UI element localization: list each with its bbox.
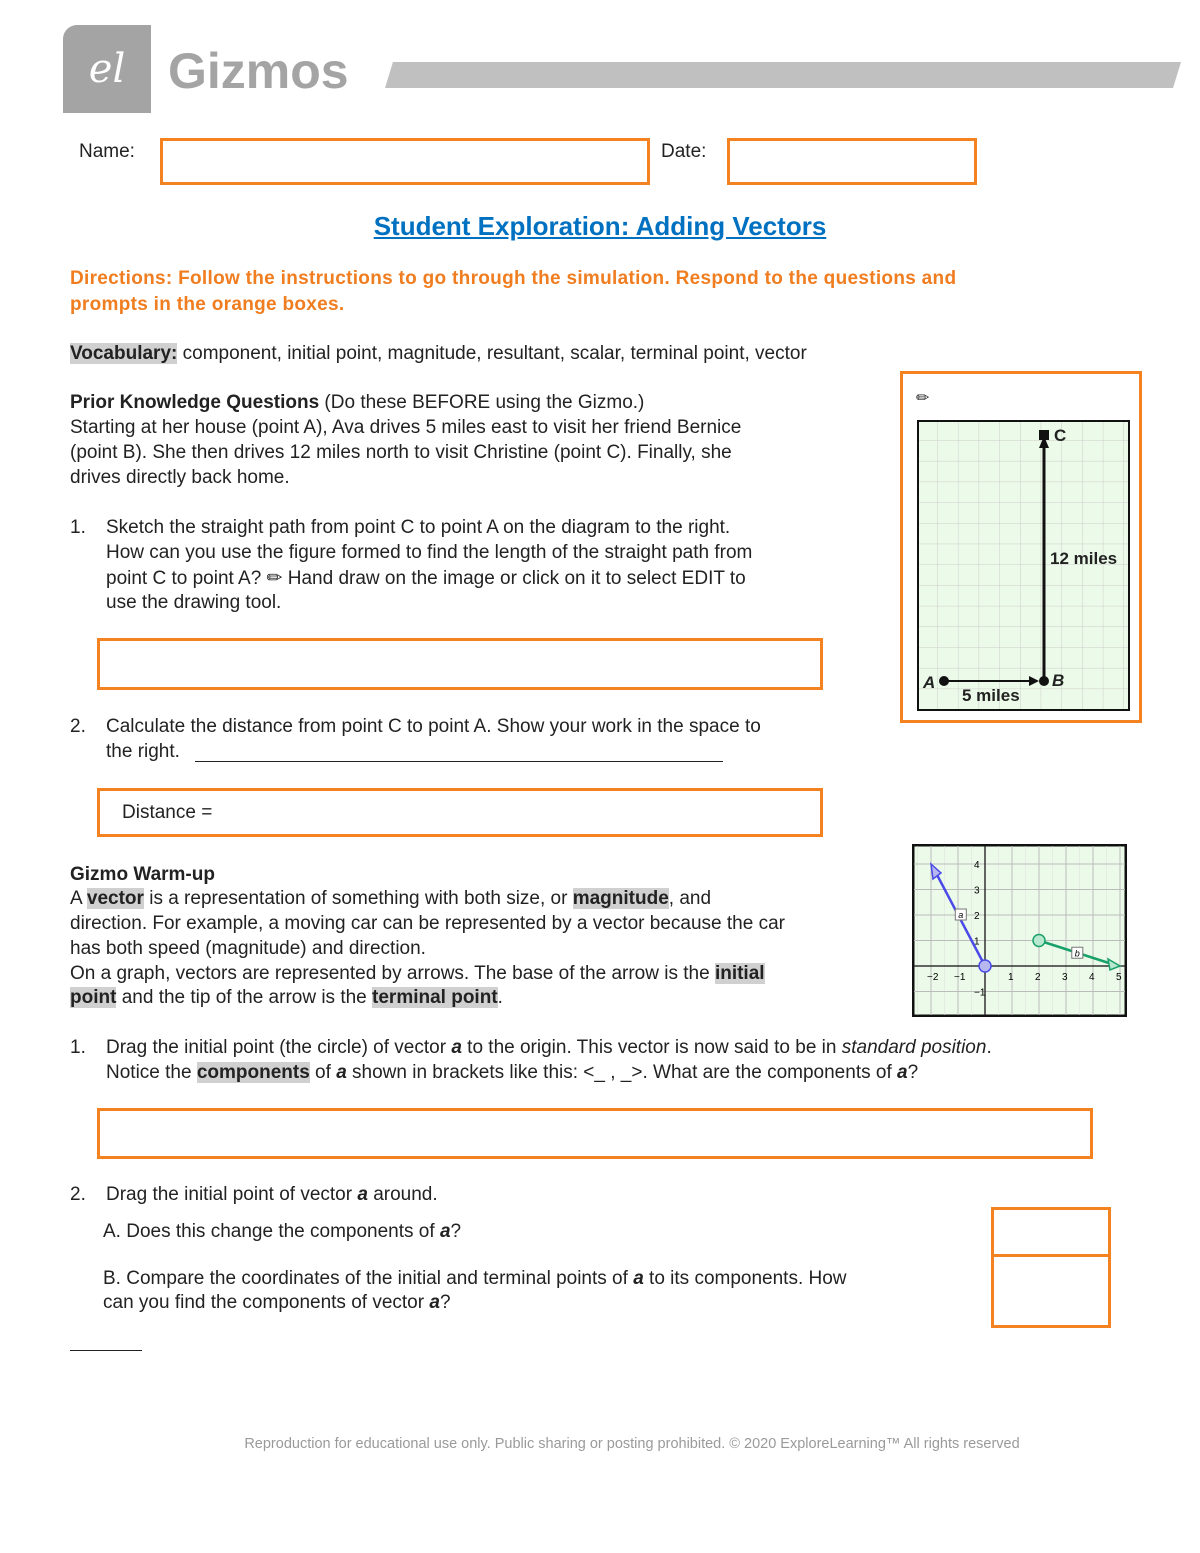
q1-line-4: use the drawing tool.: [106, 592, 282, 613]
warmup-q2b-line-1: [103, 1268, 847, 1290]
x-tick-label: 5: [1116, 972, 1122, 983]
point-a: [939, 676, 949, 686]
label-12-miles: 12 miles: [1050, 549, 1118, 568]
prior-intro-3: drives directly back home.: [70, 467, 290, 488]
heading: Prior Knowledge Questions: [70, 392, 320, 413]
term-magnitude: magnitude: [572, 888, 669, 909]
warmup-q2b-answer-box[interactable]: [991, 1254, 1111, 1328]
date-field[interactable]: [727, 138, 977, 185]
var-a: a: [633, 1268, 644, 1289]
brand-name: Gizmos: [168, 43, 349, 99]
short-rule: [70, 1350, 142, 1351]
term-vector: vector: [86, 888, 144, 909]
x-tick-label: −1: [954, 972, 966, 983]
q2-line-2: the right.: [106, 741, 180, 762]
warmup-p4: [70, 963, 765, 985]
prior-intro-2: (point B). She then drives 12 miles north to visit Christine (point C). Finally, she: [70, 442, 732, 463]
t: and the tip of the arrow is the: [116, 987, 373, 1008]
y-tick-label: 4: [974, 860, 980, 871]
warmup-q2: [106, 1184, 438, 1206]
point-c: [1039, 430, 1049, 440]
var-a: a: [429, 1292, 440, 1313]
x-tick-label: −2: [927, 972, 939, 983]
warmup-p1: [70, 888, 711, 910]
q1-line-1: Sketch the straight path from point C to point A on the diagram to the right.: [106, 517, 731, 538]
graph-frame: [913, 845, 1126, 1016]
t: can you find the components of vector: [103, 1292, 430, 1313]
var-a: a: [439, 1221, 451, 1242]
directions-line-1: Directions: Follow the instructions to go through the simulation. Respond to the questions and: [70, 268, 957, 289]
prior-knowledge-heading: [70, 392, 644, 414]
name-label: Name:: [79, 141, 135, 162]
t: to its components. How: [643, 1268, 847, 1289]
warmup-p3: has both speed (magnitude) and direction.: [70, 938, 426, 959]
logo-mark: el: [63, 25, 151, 113]
x-tick-label: 4: [1089, 972, 1095, 983]
vector-a-label: a: [958, 910, 964, 920]
label-5-miles: 5 miles: [962, 686, 1020, 705]
t: A: [70, 888, 87, 909]
t: around.: [367, 1184, 438, 1205]
t: On a graph, vectors are represented by arrows. The base of the arrow is the: [70, 963, 715, 984]
directions-line-2: prompts in the orange boxes.: [70, 294, 345, 315]
prior-intro-1: Starting at her house (point A), Ava drives 5 miles east to visit her friend Bernice: [70, 417, 742, 438]
diagram-1-box[interactable]: [900, 371, 1142, 723]
var-a: a: [451, 1037, 462, 1058]
warmup-q1-line-2: [106, 1062, 918, 1084]
warmup-p5: [70, 987, 503, 1009]
q2-underline: [195, 761, 723, 762]
t: Drag the initial point (the circle) of vector: [106, 1037, 452, 1058]
term-point: point: [70, 987, 117, 1008]
x-tick-label: 3: [1062, 972, 1068, 983]
page-title[interactable]: [0, 211, 1200, 242]
warmup-q2-number: 2.: [70, 1184, 86, 1205]
q1-answer-box[interactable]: [97, 638, 823, 690]
point-b: [1039, 676, 1049, 686]
warmup-q1-answer-box[interactable]: [97, 1108, 1093, 1159]
heading-note: (Do these BEFORE using the Gizmo.): [319, 392, 645, 413]
q1-number: 1.: [70, 517, 86, 538]
title-link[interactable]: Student Exploration: Adding Vectors: [373, 211, 827, 241]
t: A. Does this change the components of: [103, 1221, 440, 1242]
label-point-b: B: [1052, 671, 1065, 690]
vocabulary: [70, 343, 807, 365]
warmup-q2a: [103, 1221, 461, 1243]
vector-b-initial-point: [1033, 935, 1045, 947]
var-a: a: [336, 1062, 347, 1083]
t: Notice the: [106, 1062, 197, 1083]
t: shown in brackets like this: <_ , _>. What are the components of: [346, 1062, 897, 1083]
var-a: a: [897, 1062, 908, 1083]
warmup-p2: direction. For example, a moving car can be represented by a vector because the car: [70, 913, 785, 934]
warmup-q2a-answer-box[interactable]: [991, 1207, 1111, 1257]
vocabulary-label: Vocabulary:: [70, 343, 178, 364]
x-tick-label: 1: [1008, 972, 1014, 983]
standard-position: standard position: [841, 1037, 987, 1058]
t: of: [309, 1062, 337, 1083]
q1-line-3: point C to point A? ✏ Hand draw on the image or click on it to select EDIT to: [106, 568, 746, 589]
q1-line-2: How can you use the figure formed to find the length of the straight path from: [106, 542, 753, 563]
x-tick-label: 2: [1035, 972, 1041, 983]
t: is a representation of something with both size, or: [143, 888, 573, 909]
t: .: [986, 1037, 992, 1058]
y-tick-label: 3: [974, 885, 980, 897]
q2-line-1: Calculate the distance from point C to point A. Show your work in the space to: [106, 716, 761, 737]
y-tick-label: 2: [974, 911, 980, 922]
term-components: components: [196, 1062, 310, 1083]
t: .: [497, 987, 503, 1008]
date-label: Date:: [661, 141, 707, 162]
vector-b-label: b: [1074, 948, 1080, 959]
y-tick-label: 1: [974, 936, 980, 948]
footer: Reproduction for educational use only. Public sharing or posting prohibited. © 2020 ExploreLearning™ All rights reserved: [244, 1436, 1020, 1452]
t: ?: [439, 1292, 451, 1313]
vector-graph[interactable]: [912, 844, 1127, 1017]
distance-label: Distance =: [122, 802, 213, 823]
y-tick-label: −1: [974, 987, 986, 999]
t: ?: [907, 1062, 919, 1083]
t: B. Compare the coordinates of the initial and terminal points of: [103, 1268, 634, 1289]
label-point-a: A: [923, 673, 936, 692]
vector-a-initial-point: [979, 960, 991, 972]
header-bar: [385, 62, 1181, 88]
warmup-q1-number: 1.: [70, 1037, 86, 1058]
name-field[interactable]: [160, 138, 650, 185]
warmup-heading: Gizmo Warm-up: [70, 864, 215, 885]
warmup-q1-line-1: [106, 1037, 992, 1059]
t: to the origin. This vector is now said to be in: [461, 1037, 842, 1058]
pencil-icon[interactable]: ✏: [916, 390, 930, 407]
warmup-q2b-line-2: [103, 1292, 451, 1314]
vocabulary-terms: component, initial point, magnitude, resultant, scalar, terminal point, vector: [177, 343, 807, 364]
distance-answer-box[interactable]: [97, 788, 823, 837]
q2-number: 2.: [70, 716, 86, 737]
t: , and: [668, 888, 712, 909]
t: Drag the initial point of vector: [106, 1184, 358, 1205]
label-point-c: C: [1054, 426, 1067, 445]
term-initial: initial: [714, 963, 765, 984]
t: ?: [450, 1221, 462, 1242]
var-a: a: [357, 1184, 368, 1205]
term-terminal-point: terminal point: [372, 987, 498, 1008]
